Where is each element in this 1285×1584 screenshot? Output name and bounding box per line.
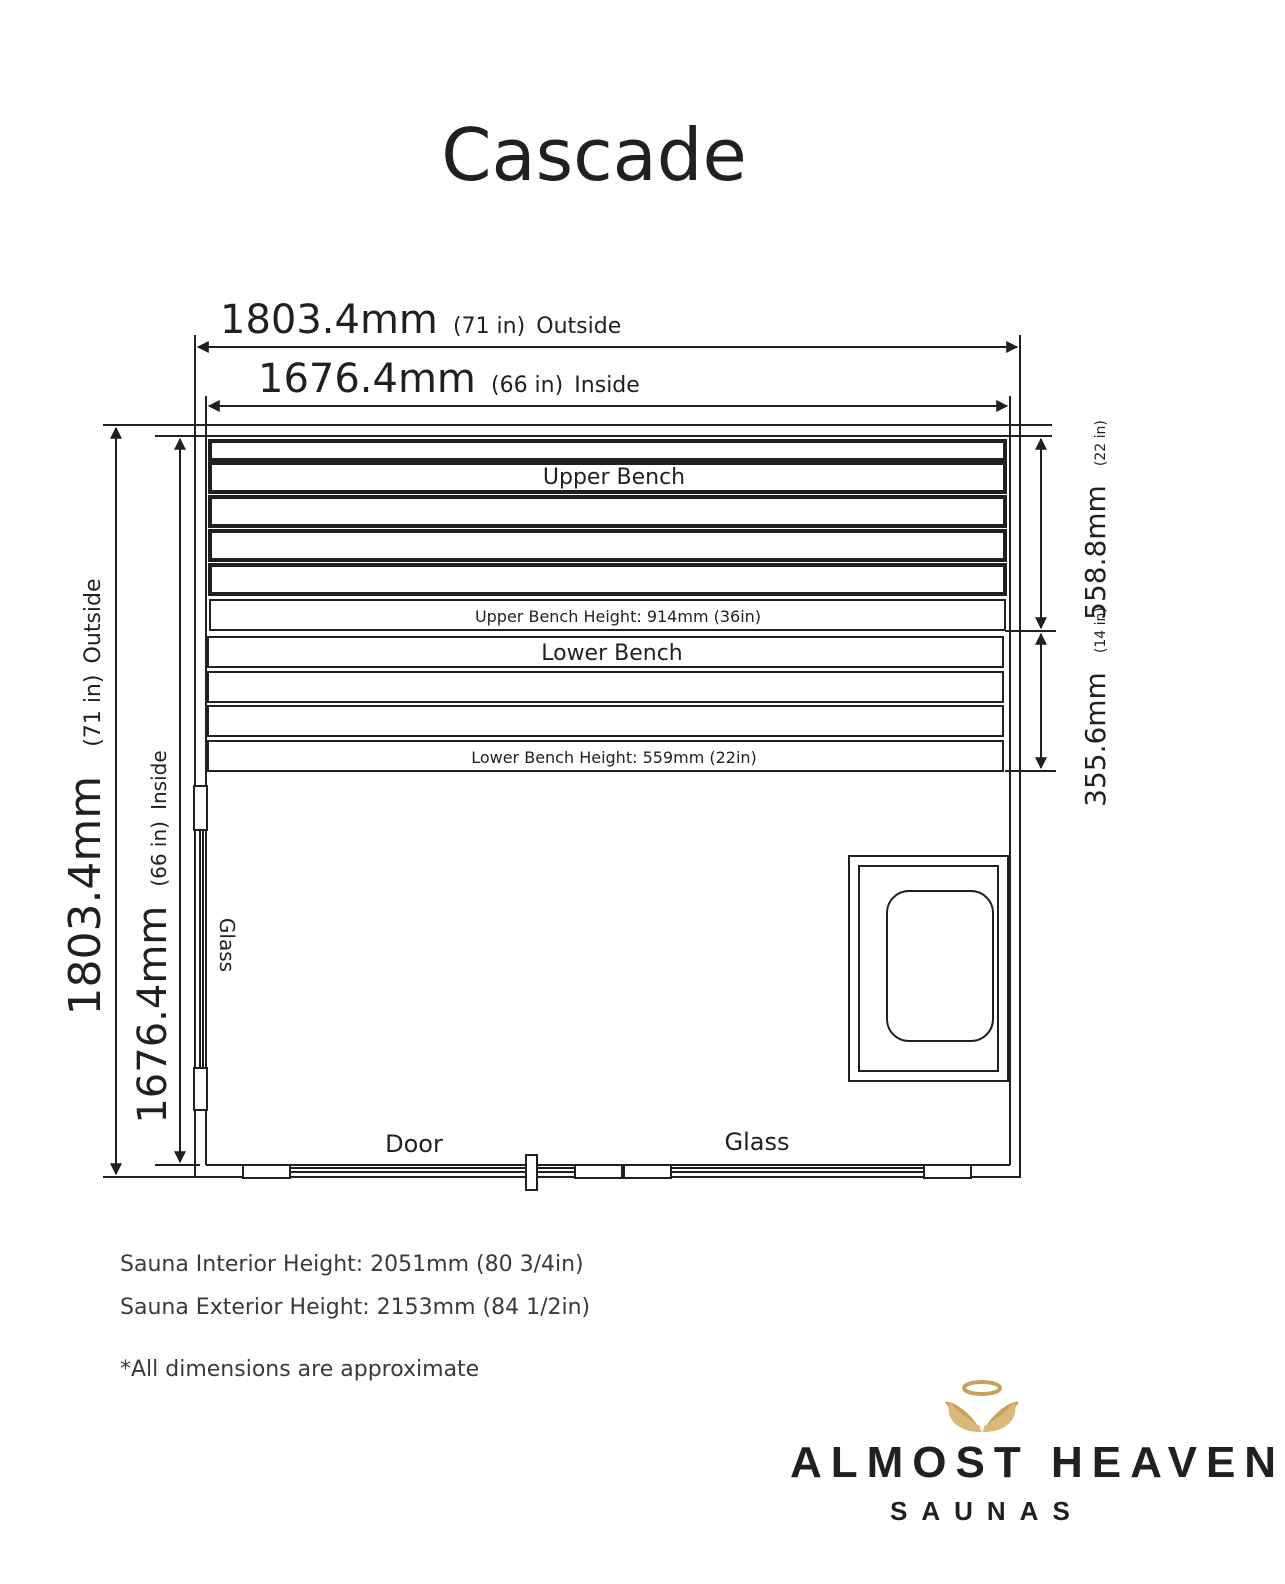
heater-stones [887, 891, 993, 1041]
heater-outer [849, 856, 1008, 1081]
top-inside-label [258, 356, 640, 402]
top-outside-label [220, 297, 621, 343]
left-outside-value: 1803.4mm [60, 775, 111, 1016]
glass-clamp [924, 1165, 971, 1178]
glass-clamp [624, 1165, 671, 1178]
left-outside-imperial: (71 in) [81, 674, 106, 747]
upper-bench-slat [210, 565, 1005, 594]
top-inside-value: 1676.4mm [258, 356, 476, 402]
upper-bench-slat [210, 497, 1005, 526]
top-outside-word: Outside [536, 314, 622, 339]
lower-bench-label: Lower Bench [541, 641, 683, 666]
left-glass-clamp [194, 1068, 207, 1110]
left-inside-word: Inside [147, 750, 171, 810]
top-inside-word: Inside [574, 373, 640, 398]
left-inside-imperial: (66 in) [147, 821, 171, 887]
sauna-walls [195, 436, 1020, 1177]
left-glass-label: Glass [215, 917, 239, 973]
left-outside-word: Outside [81, 578, 106, 664]
lower-bench-slat [208, 672, 1003, 702]
interior-height-note: Sauna Interior Height: 2051mm (80 3/4in) [120, 1252, 584, 1277]
left-inside-label [130, 750, 176, 1123]
right-dimension-lines [1005, 439, 1056, 771]
top-inside-imperial: (66 in) [490, 373, 564, 398]
bottom-glass-label: Glass [724, 1128, 790, 1156]
brand-logo-icon [945, 1382, 1019, 1432]
brand-name: ALMOST HEAVEN [790, 1438, 1285, 1487]
door-hinge [243, 1165, 290, 1178]
right-lower-imperial: (14 in) [1093, 607, 1109, 654]
right-lower-value: 355.6mm [1079, 672, 1112, 807]
disclaimer-note: *All dimensions are approximate [120, 1357, 480, 1382]
upper-bench-height: Upper Bench Height: 914mm (36in) [474, 607, 762, 626]
left-inside-value: 1676.4mm [130, 905, 176, 1124]
top-inside-dimension [206, 396, 1010, 440]
left-dimension-lines [103, 425, 1052, 1177]
left-glass-clamp [194, 786, 207, 830]
upper-bench-slat [210, 441, 1005, 460]
page-title: Cascade [441, 113, 747, 197]
right-upper-value: 558.8mm [1079, 485, 1112, 620]
left-outside-label [60, 578, 111, 1015]
upper-bench-slat [210, 531, 1005, 560]
brand-sub: SAUNAS [890, 1496, 1084, 1526]
lower-bench-slat [208, 706, 1003, 736]
upper-bench-label: Upper Bench [542, 465, 686, 490]
right-upper-imperial: (22 in) [1093, 420, 1109, 467]
front-wall [243, 1155, 971, 1190]
lower-bench-height: Lower Bench Height: 559mm (22in) [471, 748, 757, 767]
heater [849, 856, 1008, 1081]
top-outside-value: 1803.4mm [220, 297, 438, 343]
top-outside-imperial: (71 in) [452, 314, 526, 339]
right-upper-label [1079, 420, 1112, 620]
door-label: Door [385, 1130, 443, 1158]
door-handle [526, 1155, 537, 1190]
door-latch [575, 1165, 622, 1178]
exterior-height-note: Sauna Exterior Height: 2153mm (84 1/2in) [120, 1295, 591, 1320]
right-lower-label [1079, 607, 1112, 807]
